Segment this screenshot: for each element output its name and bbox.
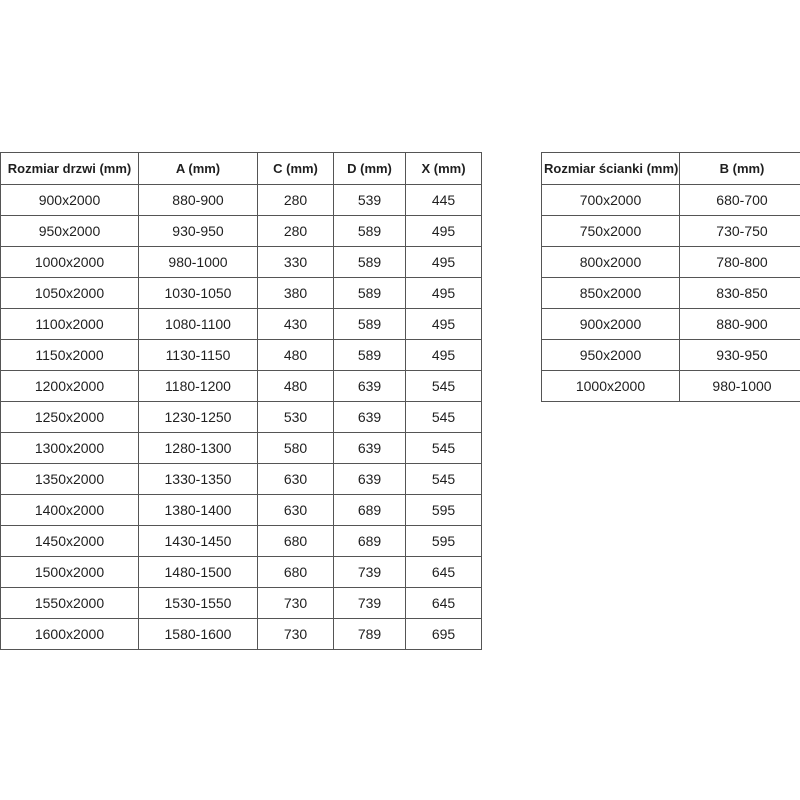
table-row bbox=[1, 247, 482, 278]
table-cell: 1400x2000 bbox=[1, 495, 139, 526]
table-row bbox=[1, 185, 482, 216]
table-cell: 645 bbox=[406, 588, 482, 619]
table-cell: 1380-1400 bbox=[139, 495, 258, 526]
table-cell: 739 bbox=[334, 588, 406, 619]
table-cell: 830-850 bbox=[680, 278, 800, 309]
table-cell: 695 bbox=[406, 619, 482, 650]
table-cell: 1050x2000 bbox=[1, 278, 139, 309]
table-row bbox=[1, 278, 482, 309]
table-cell: 495 bbox=[406, 247, 482, 278]
table-cell: 900x2000 bbox=[542, 309, 680, 340]
table-cell: 680 bbox=[258, 557, 334, 588]
table-cell: 1430-1450 bbox=[139, 526, 258, 557]
table-cell: 530 bbox=[258, 402, 334, 433]
wall-size-table bbox=[541, 152, 800, 402]
table-cell: 589 bbox=[334, 309, 406, 340]
table-cell: 950x2000 bbox=[1, 216, 139, 247]
table-row bbox=[1, 402, 482, 433]
table-row bbox=[1, 464, 482, 495]
table-row bbox=[1, 619, 482, 650]
table-cell: 1130-1150 bbox=[139, 340, 258, 371]
table-cell: 950x2000 bbox=[542, 340, 680, 371]
table-cell: 1230-1250 bbox=[139, 402, 258, 433]
table-cell: 645 bbox=[406, 557, 482, 588]
table-row bbox=[542, 216, 800, 247]
table-cell: 639 bbox=[334, 371, 406, 402]
table-cell: 850x2000 bbox=[542, 278, 680, 309]
table-cell: 880-900 bbox=[680, 309, 800, 340]
table-row bbox=[1, 216, 482, 247]
table-cell: 589 bbox=[334, 247, 406, 278]
table-cell: 1580-1600 bbox=[139, 619, 258, 650]
table-cell: 1000x2000 bbox=[542, 371, 680, 402]
table-cell: 495 bbox=[406, 309, 482, 340]
column-header: B (mm) bbox=[680, 153, 800, 185]
door-size-table bbox=[0, 152, 482, 650]
table-cell: 545 bbox=[406, 464, 482, 495]
table-cell: 1330-1350 bbox=[139, 464, 258, 495]
table-row bbox=[1, 433, 482, 464]
table-cell: 700x2000 bbox=[542, 185, 680, 216]
table-cell: 780-800 bbox=[680, 247, 800, 278]
table-cell: 1030-1050 bbox=[139, 278, 258, 309]
table-cell: 545 bbox=[406, 371, 482, 402]
table-cell: 580 bbox=[258, 433, 334, 464]
table-cell: 980-1000 bbox=[680, 371, 800, 402]
table-cell: 1350x2000 bbox=[1, 464, 139, 495]
table-cell: 495 bbox=[406, 278, 482, 309]
table-cell: 1150x2000 bbox=[1, 340, 139, 371]
table-row bbox=[1, 588, 482, 619]
table-row bbox=[542, 340, 800, 371]
table-cell: 595 bbox=[406, 526, 482, 557]
table-cell: 1280-1300 bbox=[139, 433, 258, 464]
table-row bbox=[1, 526, 482, 557]
table-cell: 1180-1200 bbox=[139, 371, 258, 402]
table-cell: 589 bbox=[334, 340, 406, 371]
table-row bbox=[1, 557, 482, 588]
table-row bbox=[542, 185, 800, 216]
table-cell: 1200x2000 bbox=[1, 371, 139, 402]
table-cell: 1500x2000 bbox=[1, 557, 139, 588]
table-cell: 495 bbox=[406, 216, 482, 247]
header-row bbox=[1, 153, 482, 185]
table-row bbox=[1, 371, 482, 402]
table-cell: 1450x2000 bbox=[1, 526, 139, 557]
table-row bbox=[542, 371, 800, 402]
table-cell: 1550x2000 bbox=[1, 588, 139, 619]
table-cell: 680 bbox=[258, 526, 334, 557]
table-cell: 689 bbox=[334, 526, 406, 557]
table-cell: 689 bbox=[334, 495, 406, 526]
table-cell: 730-750 bbox=[680, 216, 800, 247]
table-cell: 730 bbox=[258, 619, 334, 650]
table-cell: 595 bbox=[406, 495, 482, 526]
column-header: C (mm) bbox=[258, 153, 334, 185]
table-cell: 445 bbox=[406, 185, 482, 216]
table-cell: 1480-1500 bbox=[139, 557, 258, 588]
header-row bbox=[542, 153, 800, 185]
table-cell: 1250x2000 bbox=[1, 402, 139, 433]
column-header: D (mm) bbox=[334, 153, 406, 185]
table-row bbox=[542, 247, 800, 278]
table-cell: 589 bbox=[334, 216, 406, 247]
table-row bbox=[1, 495, 482, 526]
table-cell: 1000x2000 bbox=[1, 247, 139, 278]
table-cell: 1600x2000 bbox=[1, 619, 139, 650]
column-header: A (mm) bbox=[139, 153, 258, 185]
table-cell: 680-700 bbox=[680, 185, 800, 216]
table-cell: 750x2000 bbox=[542, 216, 680, 247]
table-row bbox=[542, 309, 800, 340]
table-row bbox=[542, 278, 800, 309]
table-cell: 1100x2000 bbox=[1, 309, 139, 340]
table-cell: 630 bbox=[258, 495, 334, 526]
table-cell: 589 bbox=[334, 278, 406, 309]
table-cell: 800x2000 bbox=[542, 247, 680, 278]
table-cell: 545 bbox=[406, 433, 482, 464]
column-header: Rozmiar drzwi (mm) bbox=[1, 153, 139, 185]
table-cell: 739 bbox=[334, 557, 406, 588]
table-cell: 280 bbox=[258, 216, 334, 247]
table-row bbox=[1, 309, 482, 340]
table-cell: 280 bbox=[258, 185, 334, 216]
table-cell: 480 bbox=[258, 371, 334, 402]
table-cell: 430 bbox=[258, 309, 334, 340]
table-cell: 639 bbox=[334, 402, 406, 433]
table-cell: 639 bbox=[334, 464, 406, 495]
table-cell: 1530-1550 bbox=[139, 588, 258, 619]
table-cell: 880-900 bbox=[139, 185, 258, 216]
table-cell: 480 bbox=[258, 340, 334, 371]
table-cell: 630 bbox=[258, 464, 334, 495]
table-cell: 789 bbox=[334, 619, 406, 650]
column-header: Rozmiar ścianki (mm) bbox=[542, 153, 680, 185]
table-cell: 539 bbox=[334, 185, 406, 216]
table-cell: 639 bbox=[334, 433, 406, 464]
column-header: X (mm) bbox=[406, 153, 482, 185]
table-cell: 930-950 bbox=[139, 216, 258, 247]
table-cell: 980-1000 bbox=[139, 247, 258, 278]
table-cell: 1300x2000 bbox=[1, 433, 139, 464]
table-cell: 900x2000 bbox=[1, 185, 139, 216]
table-cell: 380 bbox=[258, 278, 334, 309]
table-cell: 330 bbox=[258, 247, 334, 278]
table-cell: 545 bbox=[406, 402, 482, 433]
table-cell: 730 bbox=[258, 588, 334, 619]
table-cell: 495 bbox=[406, 340, 482, 371]
table-row bbox=[1, 340, 482, 371]
table-cell: 930-950 bbox=[680, 340, 800, 371]
table-cell: 1080-1100 bbox=[139, 309, 258, 340]
